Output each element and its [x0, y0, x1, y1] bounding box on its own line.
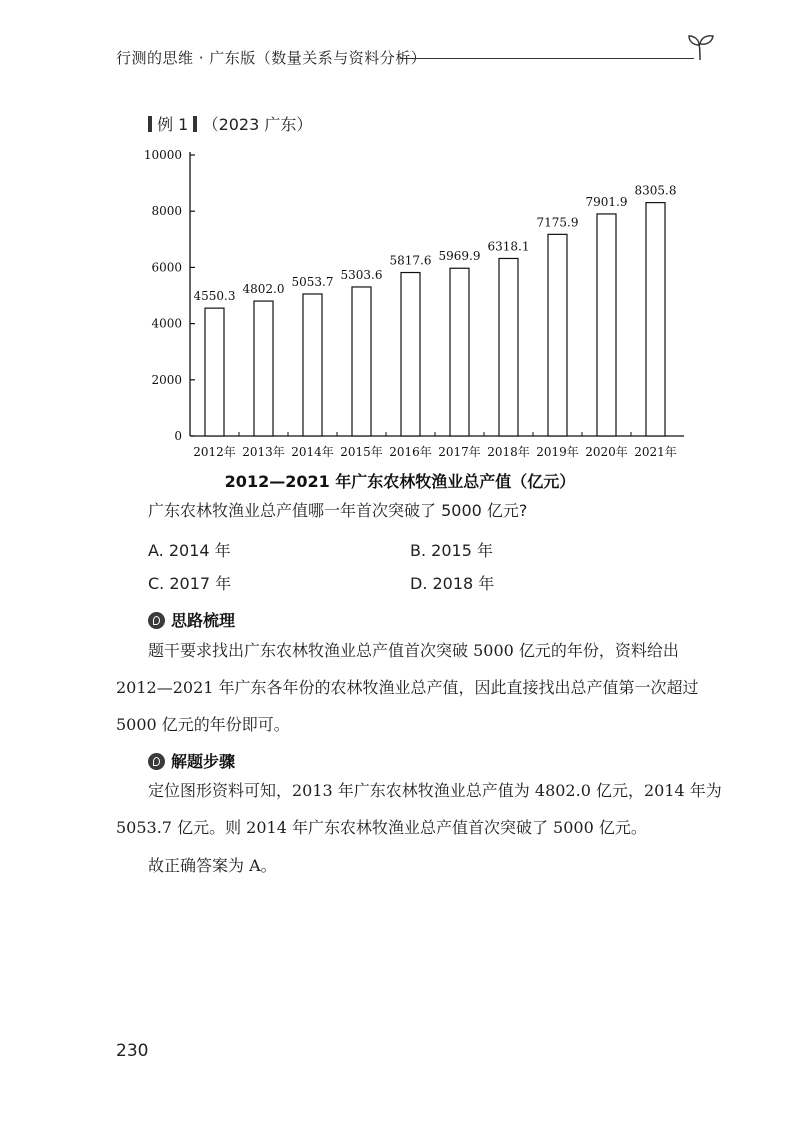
option-c: C. 2017 年 — [148, 574, 232, 593]
bracket-right — [193, 116, 197, 132]
question-text: 广东农林牧渔业总产值哪一年首次突破了 5000 亿元? — [148, 501, 528, 520]
analysis-line-3: 5000 亿元的年份即可。 — [116, 715, 290, 734]
solution-heading-text: 解题步骤 — [171, 752, 236, 771]
bar-value-label: 5817.6 — [389, 253, 432, 268]
bar-value-label: 8305.8 — [634, 183, 677, 198]
analysis-heading-text: 思路梳理 — [171, 611, 236, 630]
option-d: D. 2018 年 — [410, 574, 495, 593]
x-tick-label: 2021年 — [634, 445, 677, 459]
x-tick-label: 2018年 — [487, 445, 530, 459]
bar-value-label: 7175.9 — [536, 215, 579, 230]
x-tick-label: 2013年 — [242, 445, 285, 459]
example-source: （2023 广东） — [202, 115, 313, 134]
analysis-line-2: 2012—2021 年广东各年份的农林牧渔业总产值，因此直接找出总产值第一次超过 — [116, 678, 699, 697]
bar-value-label: 4550.3 — [193, 289, 236, 304]
bar — [450, 268, 469, 436]
bar-value-label: 5969.9 — [438, 249, 481, 264]
bar — [401, 273, 420, 436]
bar-chart — [140, 140, 700, 470]
y-tick-label: 10000 — [143, 148, 182, 162]
chart-title: 2012—2021 年广东农林牧渔业总产值（亿元） — [224, 472, 576, 491]
option-a: A. 2014 年 — [148, 541, 231, 560]
bar — [254, 301, 273, 436]
solution-line-2: 5053.7 亿元。则 2014 年广东农林牧渔业总产值首次突破了 5000 亿元。 — [116, 818, 647, 837]
x-tick-label: 2017年 — [438, 445, 481, 459]
x-tick-label: 2019年 — [536, 445, 579, 459]
thinking-icon — [148, 612, 165, 629]
steps-icon — [148, 753, 165, 770]
y-tick-label: 8000 — [151, 204, 182, 219]
y-tick-label: 6000 — [151, 260, 182, 275]
option-b: B. 2015 年 — [410, 541, 493, 560]
analysis-heading — [148, 608, 235, 631]
bar — [548, 234, 567, 436]
bar-value-label: 6318.1 — [487, 239, 530, 254]
example-number: 例 1 — [157, 115, 189, 134]
bar-value-label: 7901.9 — [585, 194, 628, 209]
header-rule — [400, 58, 694, 59]
bar-value-label: 4802.0 — [242, 282, 285, 297]
answer-line: 故正确答案为 A。 — [148, 856, 277, 875]
bar — [597, 214, 616, 436]
bar — [646, 203, 665, 436]
y-tick-label: 4000 — [151, 316, 182, 331]
x-tick-label: 2020年 — [585, 445, 628, 459]
x-tick-label: 2015年 — [340, 445, 383, 459]
bar — [352, 287, 371, 436]
running-header-title: 行测的思维 · 广东版（数量关系与资料分析） — [116, 49, 427, 67]
x-tick-label: 2016年 — [389, 445, 432, 459]
bar — [499, 258, 518, 436]
y-tick-label: 2000 — [151, 372, 182, 387]
y-tick-label: 0 — [174, 429, 182, 443]
bar-value-label: 5053.7 — [291, 274, 334, 289]
x-tick-label: 2014年 — [291, 445, 334, 459]
bar — [205, 308, 224, 436]
bar — [303, 294, 322, 436]
solution-heading — [148, 749, 235, 772]
bar-value-label: 5303.6 — [340, 267, 383, 282]
example-label — [148, 112, 312, 135]
bracket-left — [148, 116, 152, 132]
x-tick-label: 2012年 — [193, 445, 236, 459]
sprout-icon — [684, 32, 718, 62]
analysis-line-1: 题干要求找出广东农林牧渔业总产值首次突破 5000 亿元的年份，资料给出 — [148, 641, 679, 660]
chart-bars — [194, 184, 677, 436]
solution-line-1: 定位图形资料可知，2013 年广东农林牧渔业总产值为 4802.0 亿元，2014 年为 — [148, 781, 722, 800]
page-number: 230 — [116, 1041, 149, 1061]
